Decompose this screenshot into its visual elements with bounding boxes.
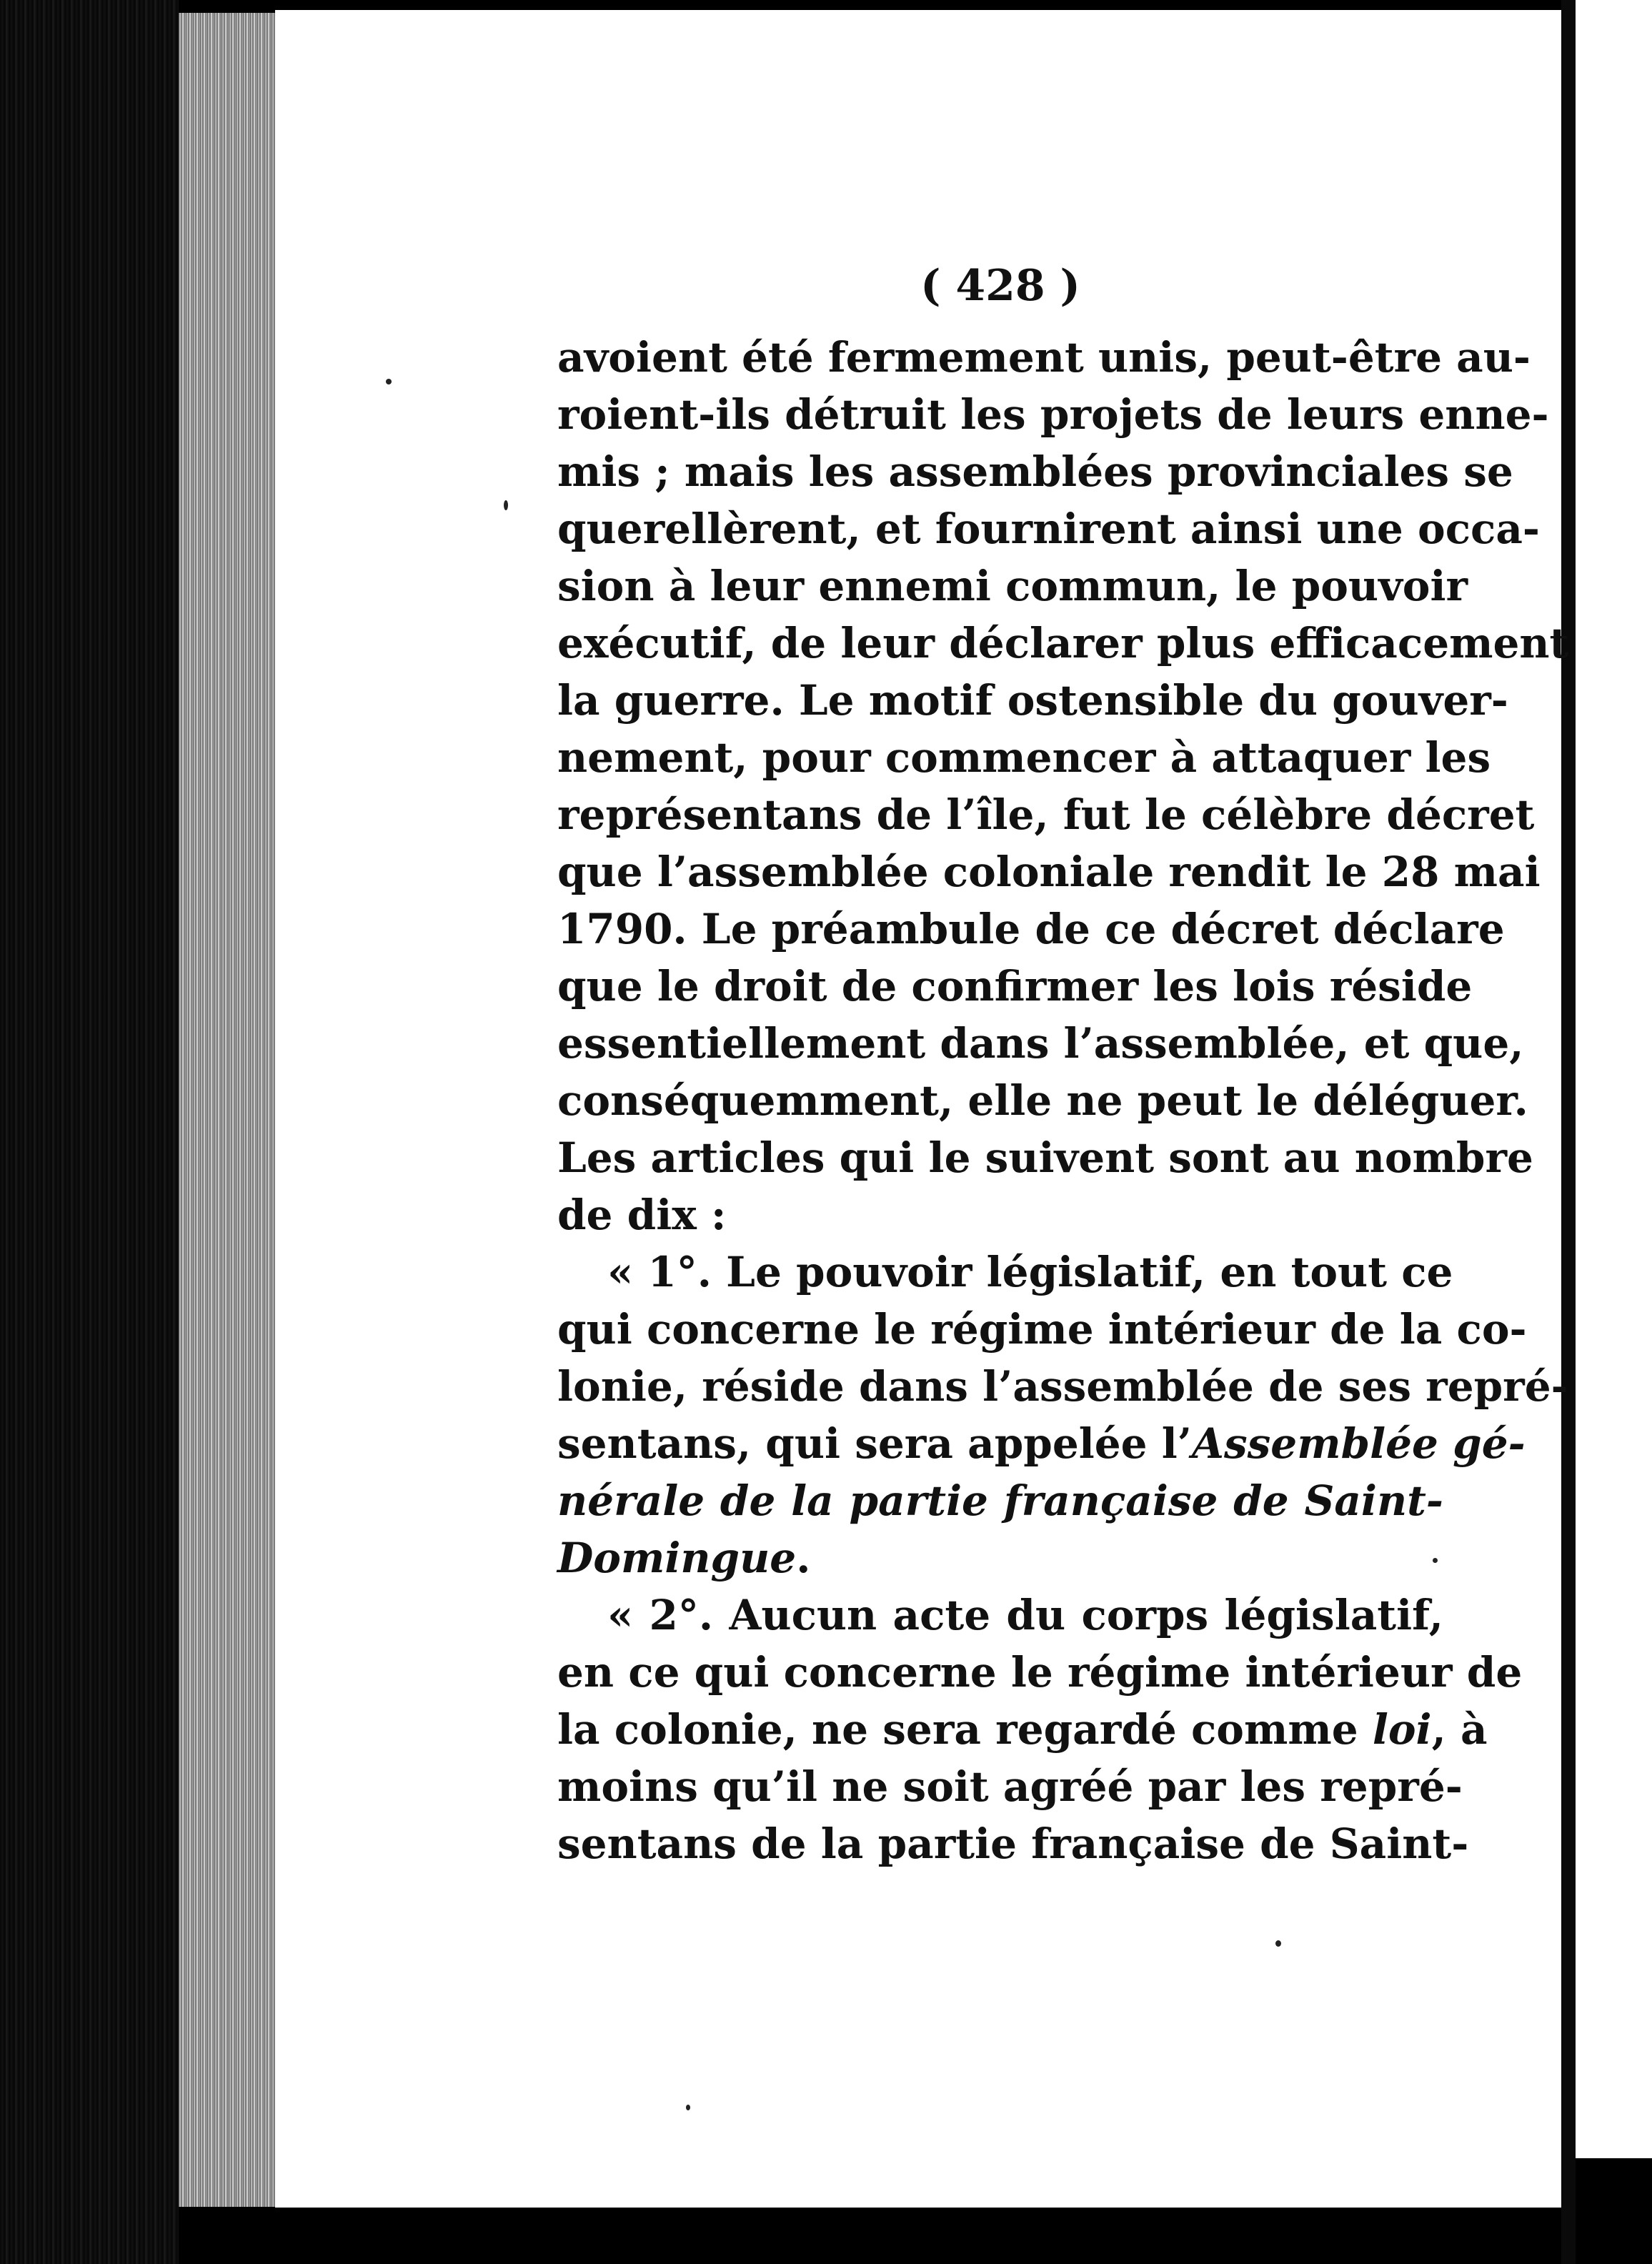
text-line	[557, 1529, 1443, 1587]
text-line	[557, 1358, 1568, 1415]
line-text: la guerre. Le motif ostensible du gouver-	[557, 676, 1508, 725]
page-number: ( 428 )	[920, 261, 1080, 311]
book-spine	[0, 0, 179, 2264]
text-line	[557, 1758, 1463, 1815]
line-text: « 2°. Aucun acte du corps législatif,	[607, 1591, 1443, 1639]
line-text: sentans, qui sera appelée l’	[557, 1419, 1192, 1468]
text-line	[557, 443, 1513, 500]
text-line	[557, 1015, 1524, 1072]
text-line	[557, 386, 1549, 443]
text-line	[557, 729, 1491, 786]
text-line	[557, 843, 1541, 900]
line-text: querellèrent, et fournirent ainsi une occa-	[557, 505, 1540, 553]
line-italic-text: Assemblée gé-	[1191, 1419, 1526, 1468]
line-text: moins qu’il ne soit agréé par les repré-	[557, 1762, 1463, 1811]
text-line	[557, 1472, 1443, 1529]
line-tail-text: , à	[1431, 1705, 1488, 1754]
line-text: que l’assemblée coloniale rendit le 28 mai	[557, 848, 1541, 896]
text-line	[557, 1587, 1443, 1644]
line-text: la colonie, ne sera regardé comme	[557, 1705, 1373, 1754]
line-italic-text: nérale de la partie française de Saint-	[557, 1476, 1443, 1525]
text-line	[557, 958, 1473, 1015]
line-text: exécutif, de leur déclarer plus efficacement	[557, 619, 1569, 667]
line-text: en ce qui concerne le régime intérieur de	[557, 1648, 1523, 1697]
ink-speck	[504, 500, 508, 510]
text-line	[557, 1701, 1488, 1758]
line-text: sentans de la partie française de Saint-	[557, 1819, 1469, 1868]
ink-speck	[1433, 1558, 1438, 1563]
line-text: sion à leur ennemi commun, le pouvoir	[557, 562, 1468, 610]
line-italic-text: Domingue	[557, 1534, 797, 1582]
text-line	[557, 1243, 1453, 1301]
text-line	[557, 1072, 1528, 1129]
line-tail-text: .	[796, 1534, 811, 1582]
text-line	[557, 1301, 1527, 1358]
line-text: Les articles qui le suivent sont au nombre	[557, 1133, 1533, 1182]
line-text: essentiellement dans l’assemblée, et que,	[557, 1019, 1524, 1068]
line-italic-text: loi	[1372, 1705, 1432, 1754]
facing-page-edge	[1576, 0, 1652, 2158]
line-text: nement, pour commencer à attaquer les	[557, 733, 1491, 782]
text-line	[557, 786, 1535, 843]
line-text: 1790. Le préambule de ce décret déclare	[557, 905, 1505, 953]
line-text: lonie, réside dans l’assemblée de ses repré-	[557, 1362, 1568, 1411]
line-text: avoient été fermement unis, peut-être au-	[557, 333, 1531, 382]
text-line	[557, 1415, 1526, 1472]
line-text: qui concerne le régime intérieur de la co-	[557, 1305, 1527, 1354]
text-line	[557, 672, 1508, 729]
ink-speck	[686, 2105, 690, 2110]
line-text: de dix :	[557, 1191, 727, 1239]
line-text: représentans de l’île, fut le célèbre décret	[557, 790, 1535, 839]
text-line	[557, 1815, 1469, 1872]
line-text: mis ; mais les assemblées provinciales se	[557, 447, 1513, 496]
text-line	[557, 1129, 1533, 1186]
line-text: conséquemment, elle ne peut le déléguer.	[557, 1076, 1528, 1125]
ink-speck	[1275, 1940, 1281, 1947]
text-line	[557, 1186, 1443, 1243]
text-line	[557, 900, 1505, 958]
line-text: « 1°. Le pouvoir législatif, en tout ce	[607, 1248, 1453, 1296]
text-line	[557, 500, 1540, 557]
page-edges	[179, 13, 279, 2207]
text-line	[557, 557, 1468, 615]
text-line	[557, 615, 1569, 672]
text-line	[557, 1644, 1523, 1701]
line-text: roient-ils détruit les projets de leurs enne-	[557, 390, 1549, 439]
line-text: que le droit de confirmer les lois réside	[557, 962, 1473, 1011]
page-gutter	[1561, 0, 1576, 2264]
ink-speck	[386, 379, 392, 384]
text-line	[557, 329, 1531, 386]
body-text	[557, 329, 1569, 1872]
